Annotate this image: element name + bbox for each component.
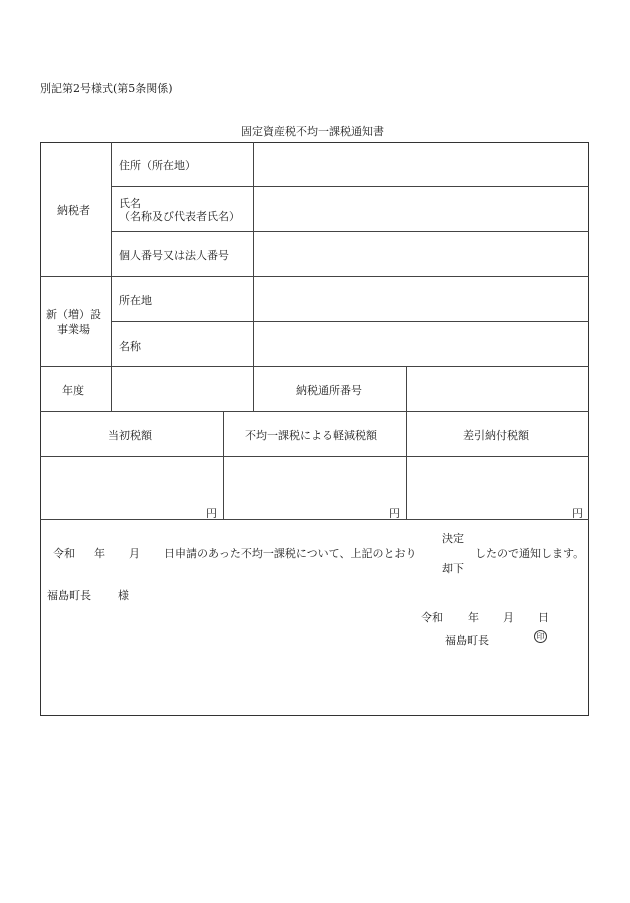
id-number-field[interactable] [260, 247, 580, 263]
issuer: 福島町長 [445, 634, 489, 647]
yen-unit: 円 [206, 507, 217, 520]
rejection-option: 却下 [442, 562, 464, 575]
address-label: 住所（所在地） [119, 159, 196, 172]
reduction-tax-label: 不均一課税による軽減税額 [245, 429, 377, 442]
yen-unit: 円 [389, 507, 400, 520]
taxpayer-section-label: 納税者 [57, 204, 90, 217]
rule [111, 321, 589, 322]
name-field[interactable] [260, 200, 580, 216]
decision-option: 決定 [442, 532, 464, 545]
seal-mark: 印 [534, 630, 547, 643]
notice-year: 年 [94, 547, 105, 560]
initial-tax-field[interactable] [46, 462, 216, 502]
rule [111, 186, 589, 187]
facility-name-field[interactable] [260, 338, 580, 354]
rule [223, 411, 224, 519]
form-reference: 別記第2号様式(第5条関係) [40, 82, 173, 95]
facility-name-label: 名称 [119, 340, 141, 353]
name-label: 氏名 [119, 197, 141, 210]
address-field[interactable] [260, 157, 580, 173]
issue-date-month: 月 [503, 611, 514, 624]
facility-section-label-sub: 事業場 [57, 323, 90, 336]
location-field[interactable] [260, 292, 580, 308]
rule [406, 411, 407, 519]
rule [40, 366, 589, 367]
year-label: 年度 [62, 384, 84, 397]
rule [406, 366, 407, 411]
issue-date-era: 令和 [421, 611, 443, 624]
net-tax-label: 差引納付税額 [463, 429, 529, 442]
year-field[interactable] [118, 382, 246, 398]
net-tax-field[interactable] [412, 462, 582, 502]
name-label-sub: （名称及び代表者氏名） [119, 210, 240, 223]
page-title: 固定資産税不均一課税通知書 [241, 125, 384, 138]
notice-era: 令和 [53, 547, 75, 560]
id-number-label: 個人番号又は法人番号 [119, 249, 229, 262]
issue-date-year: 年 [468, 611, 479, 624]
initial-tax-label: 当初税額 [108, 429, 152, 442]
issue-date-day: 日 [538, 611, 549, 624]
addressee: 福島町長 [47, 589, 91, 602]
reduction-tax-field[interactable] [229, 462, 399, 502]
rule [40, 411, 589, 412]
rule [111, 142, 112, 411]
notice-number-field[interactable] [413, 382, 583, 398]
rule [40, 456, 589, 457]
facility-section-label: 新（増）設 [46, 308, 101, 321]
notice-number-label: 納税通所番号 [296, 384, 362, 397]
notice-closing-text: したので通知します。 [475, 547, 585, 560]
rule [40, 276, 589, 277]
location-label: 所在地 [119, 294, 152, 307]
notice-month: 月 [129, 547, 140, 560]
rule [253, 142, 254, 411]
rule [111, 231, 589, 232]
yen-unit: 円 [572, 507, 583, 520]
notice-body-text: 日申請のあった不均一課税について、上記のとおり [164, 547, 417, 560]
honorific: 様 [118, 589, 129, 602]
rule [40, 519, 589, 520]
